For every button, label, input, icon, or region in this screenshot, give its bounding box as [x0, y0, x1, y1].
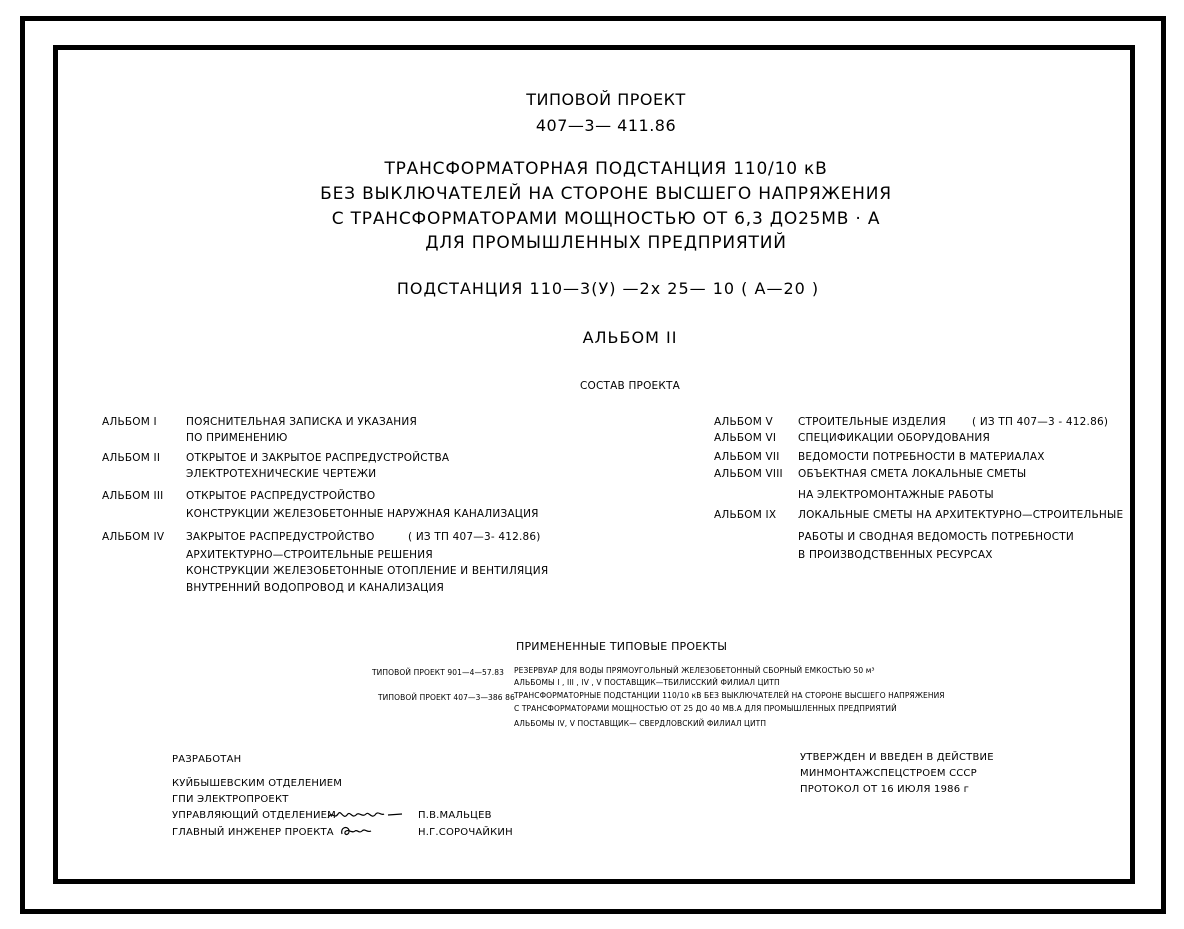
album-label: АЛЬБОМ VI: [714, 432, 777, 444]
album-desc-line: КОНСТРУКЦИИ ЖЕЛЕЗОБЕТОННЫЕ НАРУЖНАЯ КАНАЛИЗАЦИЯ: [186, 508, 539, 520]
album-label: АЛЬБОМ I: [102, 416, 157, 428]
album-label: АЛЬБОМ VIII: [714, 468, 783, 480]
applied-ref: ТИПОВОЙ ПРОЕКТ 407—3—386 86: [378, 693, 515, 702]
applied-desc-line: РЕЗЕРВУАР ДЛЯ ВОДЫ ПРЯМОУГОЛЬНЫЙ ЖЕЛЕЗОБЕТОННЫЙ СБОРНЫЙ ЕМКОСТЬЮ 50 м³: [514, 666, 875, 675]
album-note: ( ИЗ ТП 407—3 - 412.86): [972, 416, 1109, 428]
approval-line: УТВЕРЖДЕН И ВВЕДЕН В ДЕЙСТВИЕ: [800, 752, 994, 763]
applied-desc-line: АЛЬБОМЫ I , III , IV , V ПОСТАВЩИК—ТБИЛИССКИЙ ФИЛИАЛ ЦИТП: [514, 678, 780, 687]
project-number: 407—3— 411.86: [535, 116, 677, 135]
album-desc-line: ВНУТРЕННИЙ ВОДОПРОВОД И КАНАЛИЗАЦИЯ: [186, 582, 445, 594]
composition-heading: СОСТАВ ПРОЕКТА: [579, 380, 681, 392]
album-desc-line: ЭЛЕКТРОТЕХНИЧЕСКИЕ ЧЕРТЕЖИ: [186, 468, 377, 480]
approval-line: МИНМОНТАЖСПЕЦСТРОЕМ СССР: [800, 768, 977, 779]
album-desc-line: АРХИТЕКТУРНО—СТРОИТЕЛЬНЫЕ РЕШЕНИЯ: [186, 549, 433, 561]
album-label: АЛЬБОМ IX: [714, 509, 777, 521]
album-desc-line: СТРОИТЕЛЬНЫЕ ИЗДЕЛИЯ: [798, 416, 946, 428]
person-name: Н.Г.СОРОЧАЙКИН: [418, 827, 513, 838]
approval-line: ПРОТОКОЛ ОТ 16 ИЮЛЯ 1986 г: [800, 784, 970, 795]
substation-designation: ПОДСТАНЦИЯ 110—3(У) —2х 25— 10 ( А—20 ): [396, 279, 820, 298]
applied-desc-line: ТРАНСФОРМАТОРНЫЕ ПОДСТАНЦИИ 110/10 кВ БЕЗ ВЫКЛЮЧАТЕЛЕЙ НА СТОРОНЕ ВЫСШЕГО НАПРЯЖЕНИЯ: [514, 691, 945, 700]
album-label: АЛЬБОМ IV: [102, 531, 165, 543]
developer-org-line: ГПИ ЭЛЕКТРОПРОЕКТ: [172, 794, 289, 805]
album-desc-line: ОБЪЕКТНАЯ СМЕТА ЛОКАЛЬНЫЕ СМЕТЫ: [798, 468, 1027, 480]
applied-ref: ТИПОВОЙ ПРОЕКТ 901—4—57.83: [372, 668, 505, 677]
album-desc-line: ЗАКРЫТОЕ РАСПРЕДУСТРОЙСТВО: [186, 531, 375, 543]
album-label: АЛЬБОМ V: [714, 416, 773, 428]
album-label: АЛЬБОМ II: [102, 452, 161, 464]
role-label: ГЛАВНЫЙ ИНЖЕНЕР ПРОЕКТА: [172, 827, 334, 838]
title-line-2: БЕЗ ВЫКЛЮЧАТЕЛЕЙ НА СТОРОНЕ ВЫСШЕГО НАПРЯЖЕНИЯ: [320, 184, 892, 204]
album-desc-line: ВЕДОМОСТИ ПОТРЕБНОСТИ В МАТЕРИАЛАХ: [798, 451, 1045, 463]
applied-desc-line: С ТРАНСФОРМАТОРАМИ МОЩНОСТЬЮ ОТ 25 ДО 40 МВ.А ДЛЯ ПРОМЫШЛЕННЫХ ПРЕДПРИЯТИЙ: [514, 704, 897, 713]
album-desc-line: ПО ПРИМЕНЕНИЮ: [186, 432, 288, 444]
applied-desc-line: АЛЬБОМЫ IV, V ПОСТАВЩИК— СВЕРДЛОВСКИЙ ФИЛИАЛ ЦИТП: [514, 719, 767, 728]
album-label: АЛЬБОМ III: [102, 490, 164, 502]
album-title: АЛЬБОМ II: [582, 328, 678, 347]
album-desc-line: ЛОКАЛЬНЫЕ СМЕТЫ НА АРХИТЕКТУРНО—СТРОИТЕЛЬНЫЕ: [798, 509, 1124, 521]
album-desc-line: КОНСТРУКЦИИ ЖЕЛЕЗОБЕТОННЫЕ ОТОПЛЕНИЕ И ВЕНТИЛЯЦИЯ: [186, 565, 549, 577]
album-desc-line: ОТКРЫТОЕ И ЗАКРЫТОЕ РАСПРЕДУСТРОЙСТВА: [186, 452, 450, 464]
title-line-1: ТРАНСФОРМАТОРНАЯ ПОДСТАНЦИЯ 110/10 кВ: [384, 159, 828, 179]
title-line-3: С ТРАНСФОРМАТОРАМИ МОЩНОСТЬЮ ОТ 6,3 ДО25МВ · А: [331, 209, 881, 229]
album-desc-line: НА ЭЛЕКТРОМОНТАЖНЫЕ РАБОТЫ: [798, 489, 994, 501]
title-line-4: ДЛЯ ПРОМЫШЛЕННЫХ ПРЕДПРИЯТИЙ: [425, 233, 787, 253]
signature-sorochaykin: [338, 822, 376, 840]
album-desc-line: ОТКРЫТОЕ РАСПРЕДУСТРОЙСТВО: [186, 490, 376, 502]
developer-org-line: КУЙБЫШЕВСКИМ ОТДЕЛЕНИЕМ: [172, 778, 343, 789]
person-name: П.В.МАЛЬЦЕВ: [418, 810, 492, 821]
album-label: АЛЬБОМ VII: [714, 451, 780, 463]
album-note: ( ИЗ ТП 407—3- 412.86): [408, 531, 541, 543]
album-desc-line: ПОЯСНИТЕЛЬНАЯ ЗАПИСКА И УКАЗАНИЯ: [186, 416, 417, 428]
developer-heading: РАЗРАБОТАН: [172, 754, 242, 765]
album-desc-line: В ПРОИЗВОДСТВЕННЫХ РЕСУРСАХ: [798, 549, 993, 561]
applied-heading: ПРИМЕНЕННЫЕ ТИПОВЫЕ ПРОЕКТЫ: [516, 640, 728, 653]
role-label: УПРАВЛЯЮЩИЙ ОТДЕЛЕНИЕМ: [172, 810, 336, 821]
album-desc-line: СПЕЦИФИКАЦИИ ОБОРУДОВАНИЯ: [798, 432, 990, 444]
album-desc-line: РАБОТЫ И СВОДНАЯ ВЕДОМОСТЬ ПОТРЕБНОСТИ: [798, 531, 1074, 543]
project-type: ТИПОВОЙ ПРОЕКТ: [526, 90, 686, 109]
